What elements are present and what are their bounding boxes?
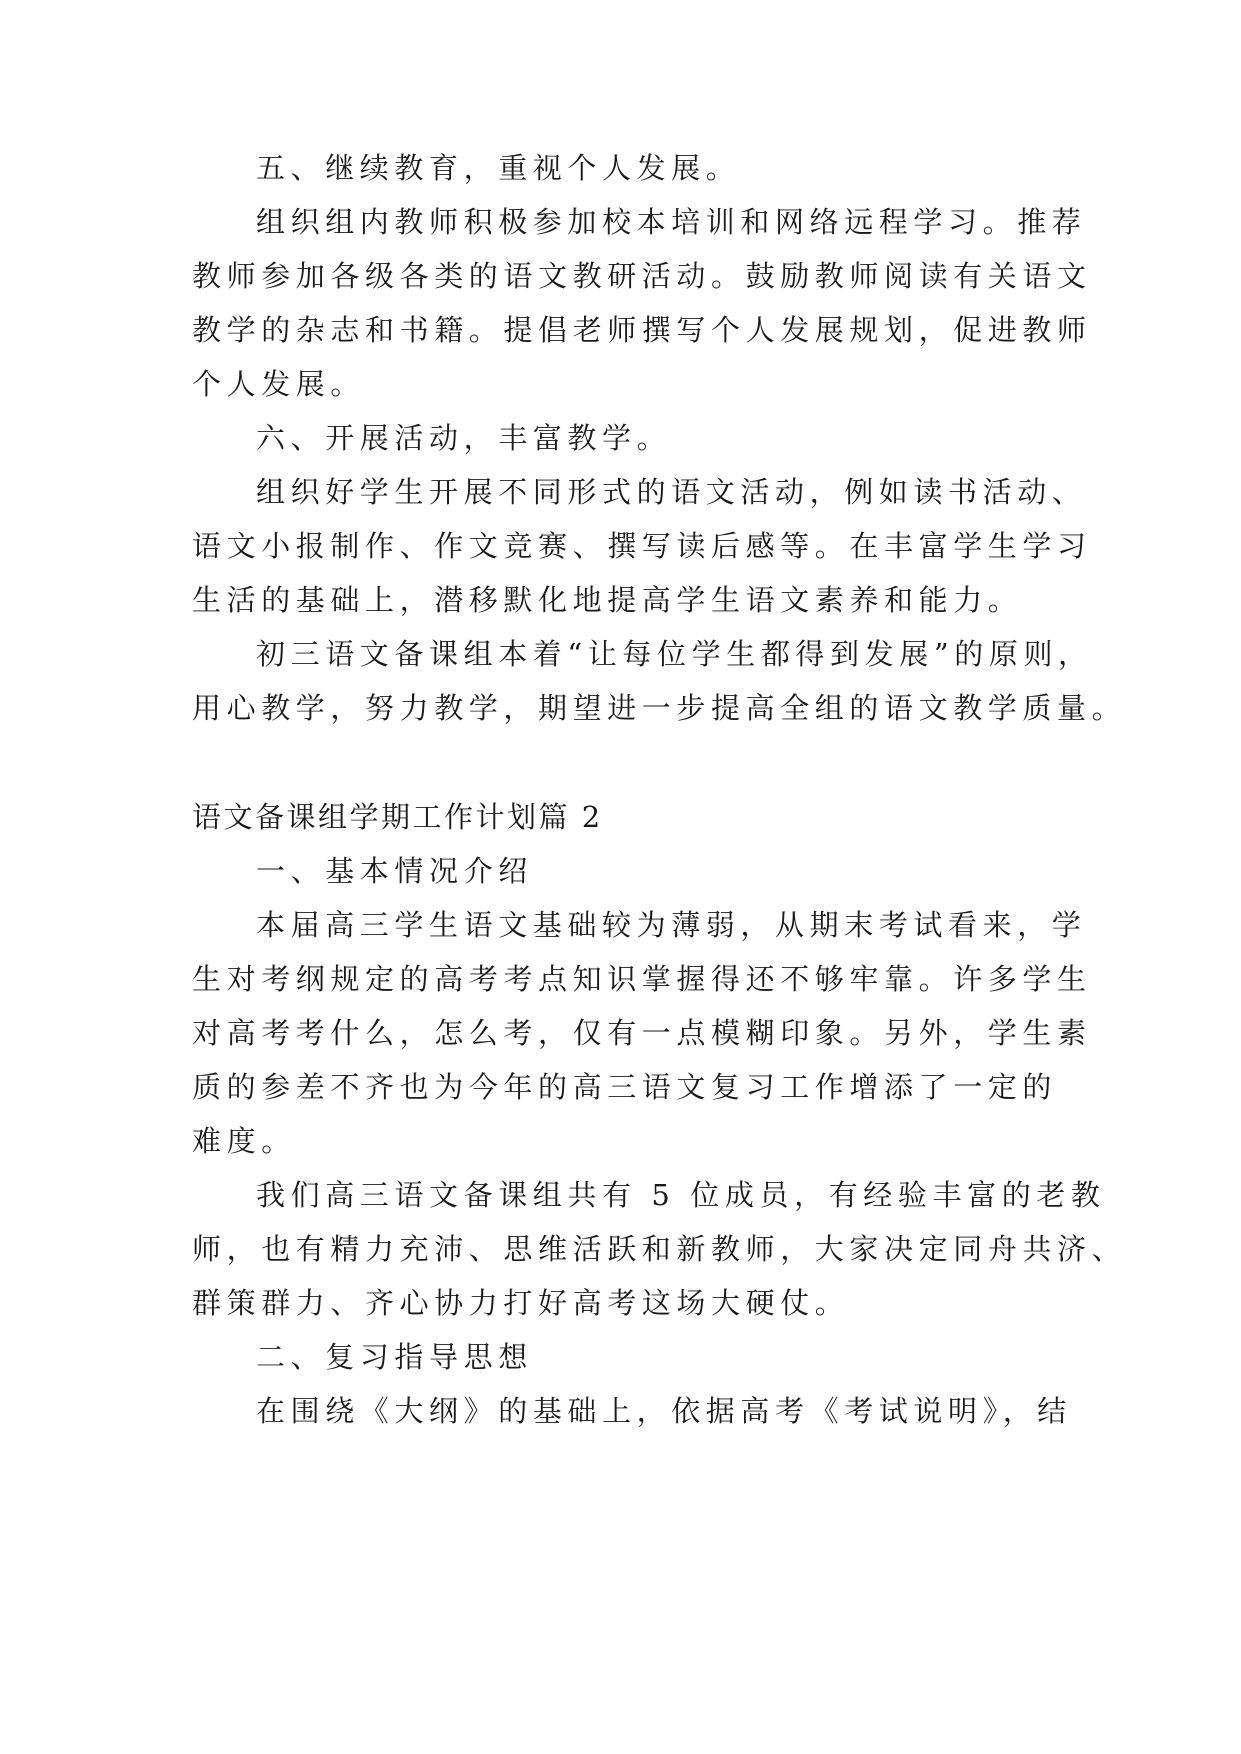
paragraph-line: 初三语文备课组本着“让每位学生都得到发展”的原则， xyxy=(256,637,1093,671)
paragraph-line: 我们高三语文备课组共有 5 位成员，有经验丰富的老教 xyxy=(256,1178,1106,1212)
paragraph-line: 语文小报制作、作文竞赛、撰写读后感等。在丰富学生学习 xyxy=(192,529,1092,563)
paragraph-line: 组织好学生开展不同形式的语文活动，例如读书活动、 xyxy=(256,475,1087,509)
paragraph-line: 质的参差不齐也为今年的高三语文复习工作增添了一定的 xyxy=(192,1070,1058,1104)
section-heading-1: 一、基本情况介绍 xyxy=(256,854,533,888)
paragraph-line: 难度。 xyxy=(192,1124,296,1158)
paragraph-line: 用心教学，努力教学，期望进一步提高全组的语文教学质量。 xyxy=(192,691,1127,725)
article-title: 语文备课组学期工作计划篇 2 xyxy=(192,800,603,834)
paragraph-line: 教师参加各级各类的语文教研活动。鼓励教师阅读有关语文 xyxy=(192,259,1092,293)
paragraph-line: 教学的杂志和书籍。提倡老师撰写个人发展规划，促进教师 xyxy=(192,313,1092,347)
paragraph-line: 本届高三学生语文基础较为薄弱，从期末考试看来，学 xyxy=(256,908,1087,942)
section-heading-2: 二、复习指导思想 xyxy=(256,1340,533,1374)
section-heading-6: 六、开展活动，丰富教学。 xyxy=(256,421,672,455)
paragraph-line: 生对考纲规定的高考考点知识掌握得还不够牢靠。许多学生 xyxy=(192,962,1092,996)
section-heading-5: 五、继续教育，重视个人发展。 xyxy=(256,151,741,185)
paragraph-line: 组织组内教师积极参加校本培训和网络远程学习。推荐 xyxy=(256,205,1087,239)
paragraph-line: 在围绕《大纲》的基础上，依据高考《考试说明》，结 xyxy=(256,1394,1072,1428)
paragraph-line: 个人发展。 xyxy=(192,367,366,401)
paragraph-line: 对高考考什么，怎么考，仅有一点模糊印象。另外，学生素 xyxy=(192,1016,1092,1050)
paragraph-line: 生活的基础上，潜移默化地提高学生语文素养和能力。 xyxy=(192,583,1023,617)
paragraph-line: 群策群力、齐心协力打好高考这场大硬仗。 xyxy=(192,1286,850,1320)
paragraph-line: 师，也有精力充沛、思维活跃和新教师，大家决定同舟共济、 xyxy=(192,1232,1127,1266)
